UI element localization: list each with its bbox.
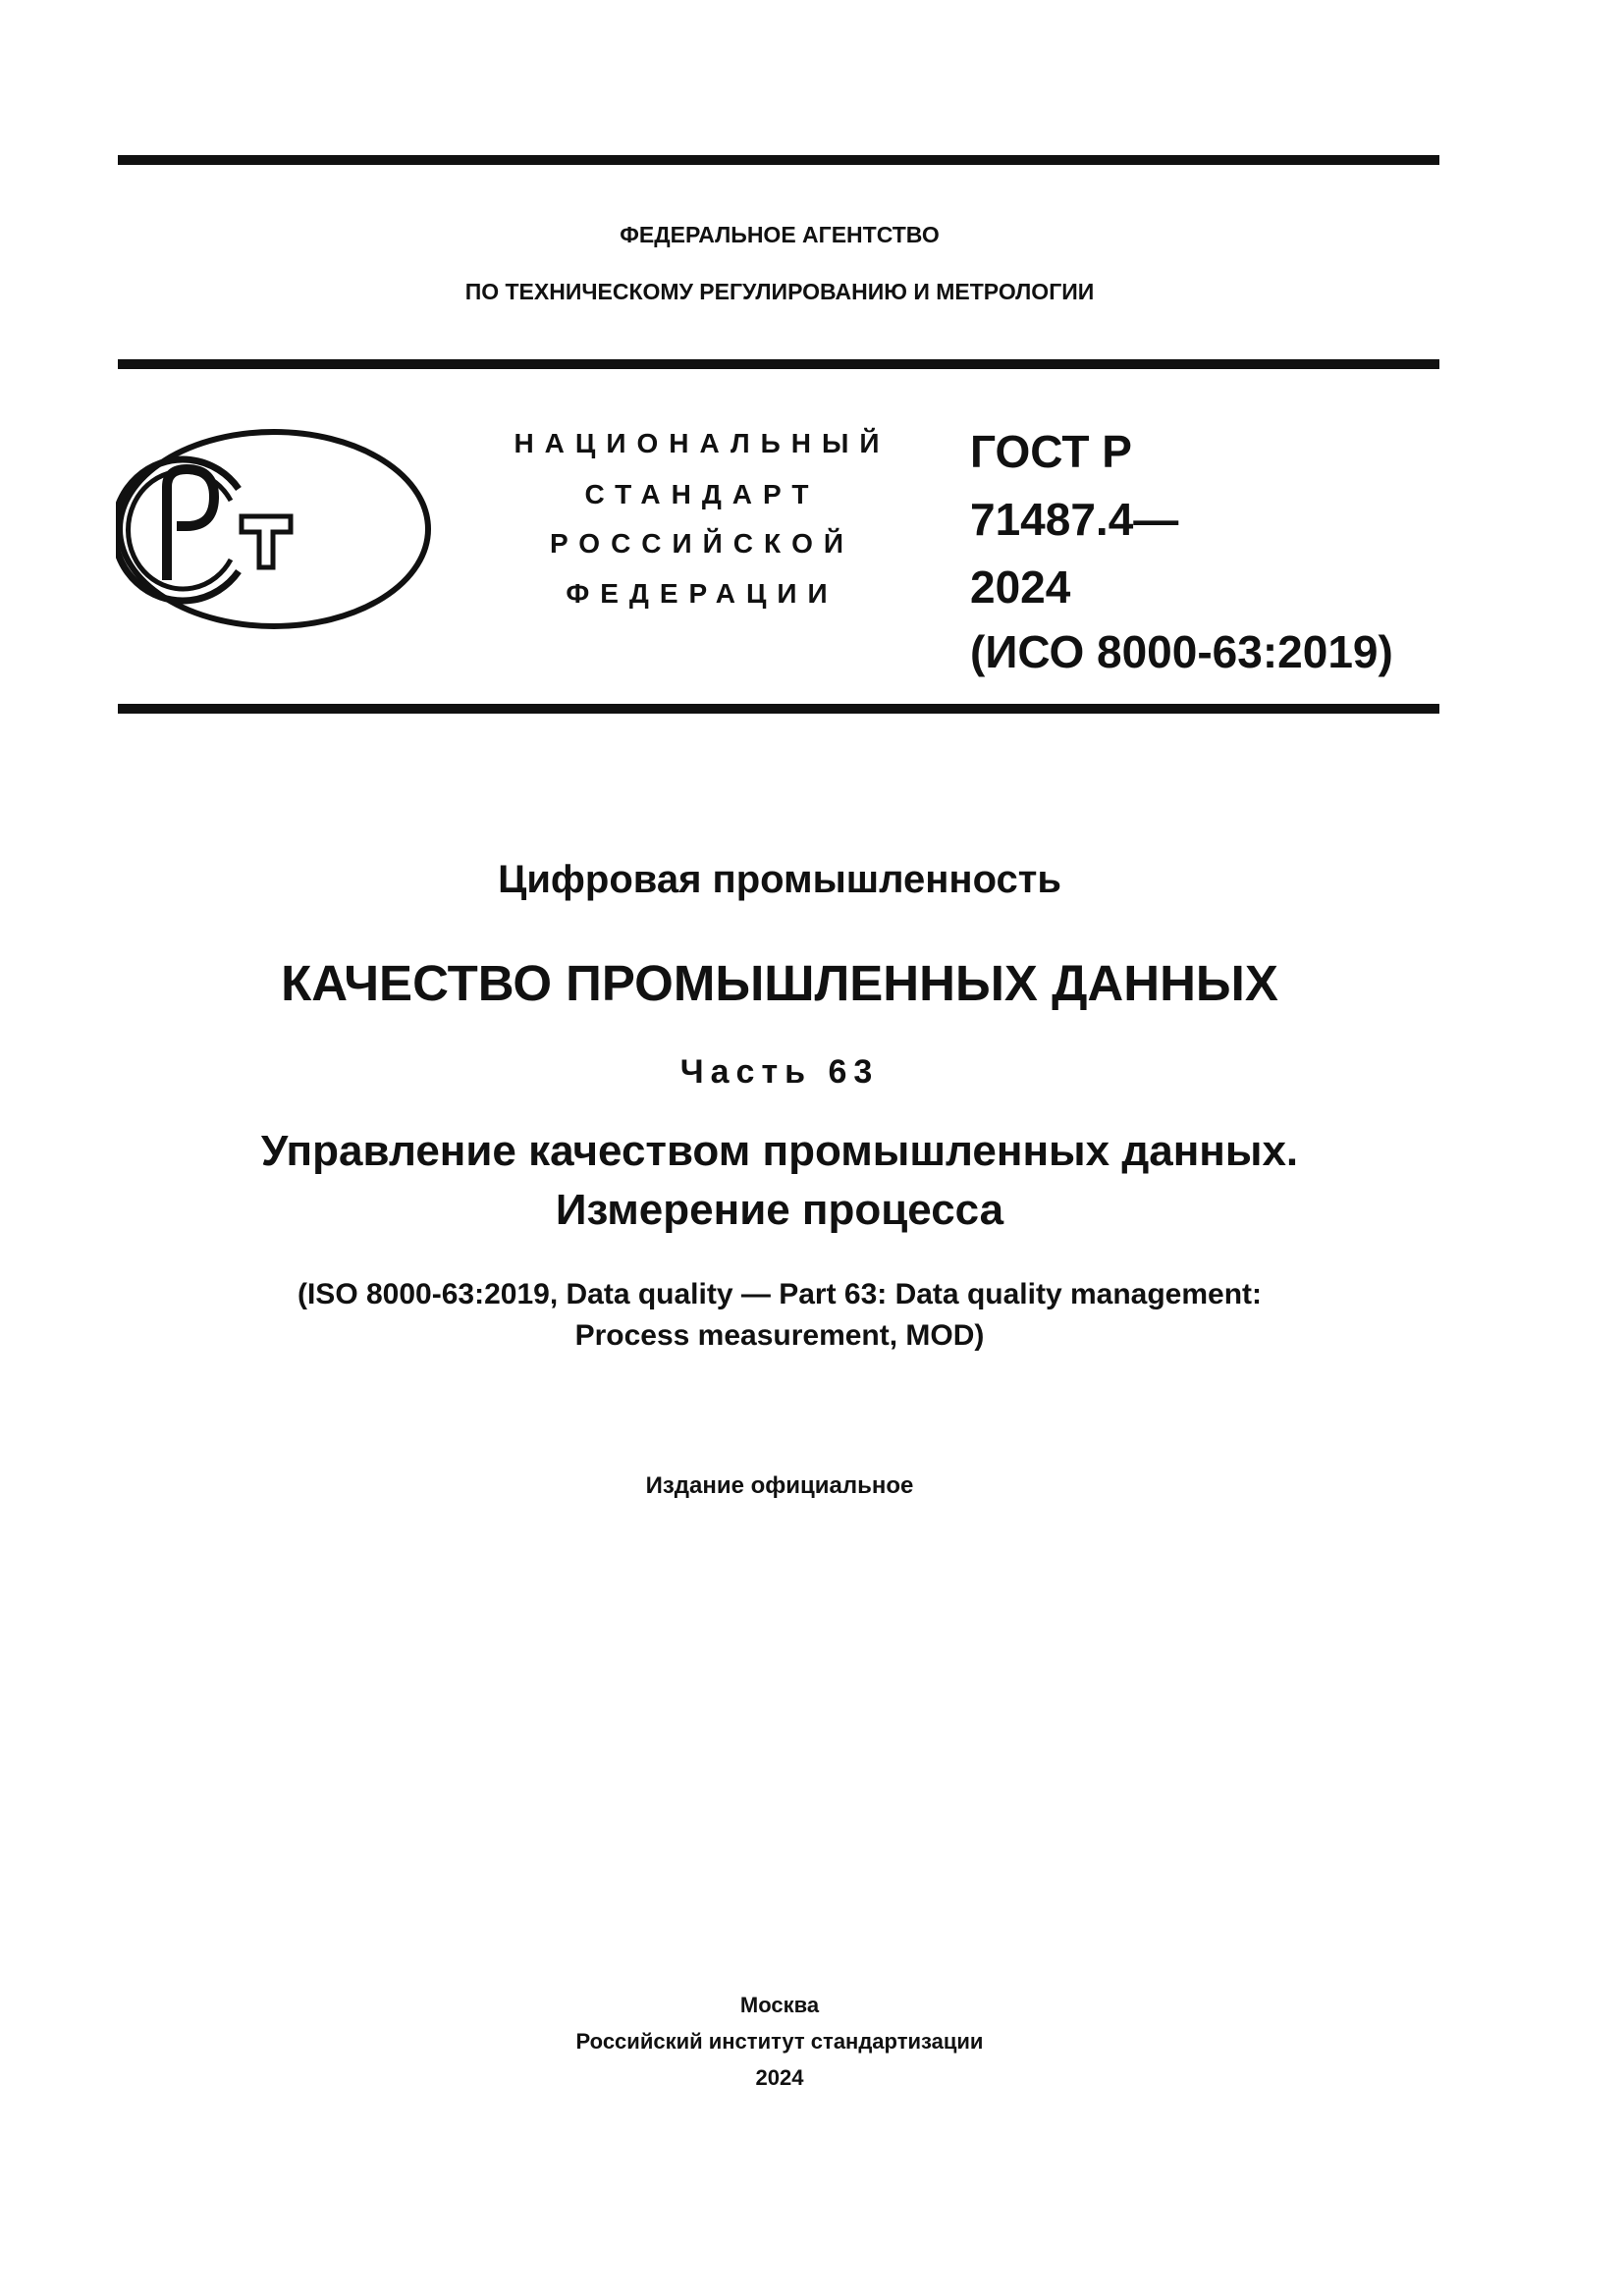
national-standard-line-1: НАЦИОНАЛЬНЫЙ (514, 428, 891, 458)
national-standard-line-3: РОССИЙСКОЙ (550, 528, 854, 559)
imprint-city: Москва (739, 1993, 820, 2017)
national-standard-line-4: ФЕДЕРАЦИИ (566, 578, 839, 609)
title-main: КАЧЕСТВО ПРОМЫШЛЕННЫХ ДАННЫХ (281, 955, 1278, 1011)
bottom-rule (118, 704, 1439, 714)
agency-line-1: ФЕДЕРАЛЬНОЕ АГЕНТСТВО (620, 222, 940, 247)
subtitle-line-2: Измерение процесса (555, 1186, 1004, 1234)
iso-reference-line-1: (ISO 8000-63:2019, Data quality — Part 63: Data quality management: (297, 1278, 1263, 1310)
top-rule (118, 155, 1439, 165)
edition-label: Издание официальное (645, 1472, 914, 1499)
designation-line-4: (ИСО 8000-63:2019) (970, 626, 1393, 677)
agency-line-2: ПО ТЕХНИЧЕСКОМУ РЕГУЛИРОВАНИЮ И МЕТРОЛОГИИ (464, 279, 1095, 304)
designation-line-3: 2024 (970, 561, 1071, 613)
middle-rule (118, 359, 1439, 369)
designation-line-1: ГОСТ Р (970, 426, 1132, 477)
rst-logo-icon (116, 428, 432, 630)
imprint-year: 2024 (755, 2065, 804, 2090)
subtitle-line-1: Управление качеством промышленных данных. (260, 1127, 1299, 1175)
iso-reference-line-2: Process measurement, MOD) (574, 1319, 985, 1352)
imprint-publisher: Российский институт стандартизации (575, 2029, 984, 2054)
title-part: Часть 63 (679, 1053, 880, 1091)
national-standard-line-2: СТАНДАРТ (584, 479, 820, 509)
designation-line-2: 71487.4— (970, 494, 1179, 545)
title-group: Цифровая промышленность (498, 858, 1061, 901)
